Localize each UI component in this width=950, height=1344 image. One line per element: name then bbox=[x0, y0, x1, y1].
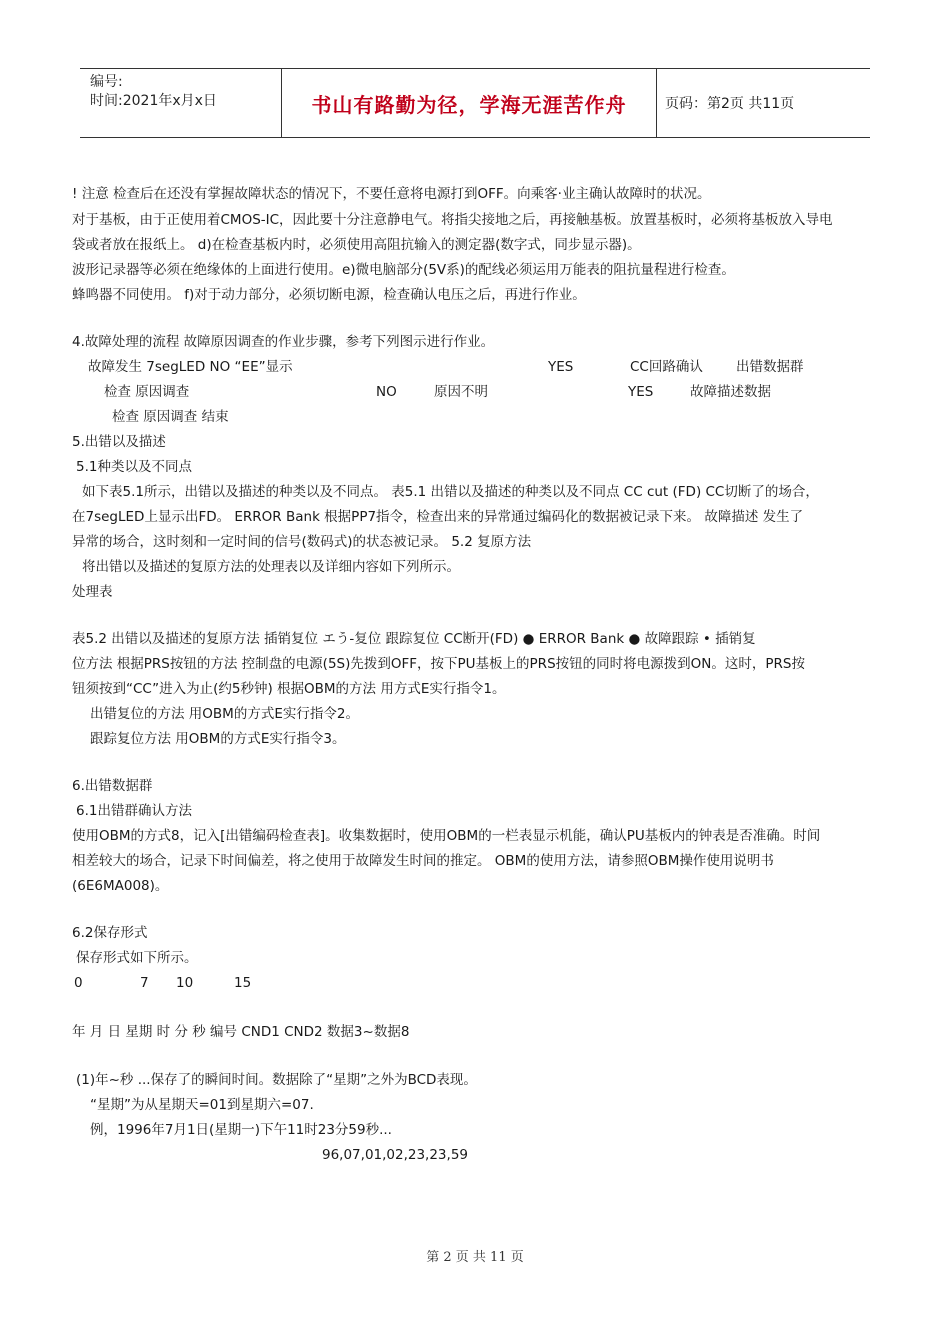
flow-node: 原因不明 bbox=[434, 384, 488, 400]
bit-offset: 0 bbox=[74, 975, 83, 991]
motto-cell bbox=[281, 69, 657, 137]
text-line: 异常的场合，这时刻和一定时间的信号(数码式)的状态被记录。 5.2 复原方法 bbox=[72, 534, 532, 550]
motto: 书山有路勤为径，学海无涯苦作舟 bbox=[311, 92, 627, 117]
bit-offset: 7 bbox=[140, 975, 149, 991]
section-heading: 6.出错数据群 bbox=[72, 778, 153, 794]
page-number-info: 页码：第2页 共11页 bbox=[665, 96, 795, 112]
text-line: 将出错以及描述的复原方法的处理表以及详细内容如下列所示。 bbox=[82, 559, 460, 575]
section-heading: 4.故障处理的流程 故障原因调查的作业步骤，参考下列图示进行作业。 bbox=[72, 334, 495, 350]
header-info bbox=[90, 73, 217, 111]
flow-row: 故障发生 7segLED NO “EE”显示 bbox=[88, 359, 293, 375]
text-line: 如下表5.1所示，出错以及描述的种类以及不同点。 表5.1 出错以及描述的种类以及不同点 CC cut (FD) CC切断了的场合， bbox=[82, 484, 819, 500]
text-line: 处理表 bbox=[72, 584, 113, 600]
text-line: 相差较大的场合，记录下时间偏差，将之使用于故障发生时间的推定。 OBM的使用方法，请参照OBM操作使用说明书 bbox=[72, 853, 774, 869]
text-line: 对于基板，由于正使用着CMOS-IC，因此要十分注意静电气。将指尖接地之后，再接触基板。放置基板时，必须将基板放入导电 bbox=[72, 212, 833, 228]
example-value: 96,07,01,02,23,23,59 bbox=[322, 1147, 468, 1163]
flow-node: 故障描述数据 bbox=[690, 384, 771, 400]
text-line: 钮须按到“CC”进入为止(约5秒钟) 根据OBM的方法 用方式E实行指令1。 bbox=[72, 681, 506, 697]
text-line: (1)年~秒 ...保存了的瞬间时间。数据除了“星期”之外为BCD表现。 bbox=[76, 1072, 477, 1088]
text-line: 在7segLED上显示出FD。 ERROR Bank 根据PP7指令，检查出来的异常通过编码化的数据被记录下来。 故障描述 发生了 bbox=[72, 509, 804, 525]
date-label: 时间:2021年x月x日 bbox=[90, 93, 217, 109]
text-line: “星期”为从星期天=01到星期六=07. bbox=[90, 1097, 314, 1113]
text-line: ! 注意 检查后在还没有掌握故障状态的情况下，不要任意将电源打到OFF。向乘客·业主确认故障时的状况。 bbox=[72, 186, 711, 202]
text-line: 位方法 根据PRS按钮的方法 控制盘的电源(5S)先拨到OFF，按下PU基板上的PRS按钮的同时将电源拨到ON。这时，PRS按 bbox=[72, 656, 805, 672]
number-label: 编号: bbox=[90, 74, 123, 90]
text-line: 使用OBM的方式8，记入[出错编码检查表]。收集数据时，使用OBM的一栏表显示机能，确认PU基板内的钟表是否准确。时间 bbox=[72, 828, 821, 844]
flow-node: YES bbox=[628, 384, 654, 400]
text-line: 例，1996年7月1日(星期一)下午11时23分59秒... bbox=[90, 1122, 392, 1138]
subsection-heading: 5.1种类以及不同点 bbox=[76, 459, 192, 475]
subsection-heading: 6.2保存形式 bbox=[72, 925, 148, 941]
text-line: 出错复位的方法 用OBM的方式E实行指令2。 bbox=[90, 706, 359, 722]
bit-offset: 10 bbox=[176, 975, 194, 991]
field-layout: 年 月 日 星期 时 分 秒 编号 CND1 CND2 数据3~数据8 bbox=[72, 1024, 410, 1040]
text-line: 袋或者放在报纸上。 d)在检查基板内时，必须使用高阻抗输入的测定器(数字式，同步显示器)。 bbox=[72, 237, 641, 253]
text-line: (6E6MA008)。 bbox=[72, 878, 169, 894]
text-line: 表5.2 出错以及描述的复原方法 插销复位 エう-复位 跟踪复位 CC断开(FD) ● ERROR Bank ● 故障跟踪 • 插销复 bbox=[72, 631, 756, 647]
flow-row: 检查 原因调查 bbox=[104, 384, 190, 400]
flow-node: 出错数据群 bbox=[736, 359, 804, 375]
flow-row: 检查 原因调查 结束 bbox=[112, 409, 229, 425]
page-footer: 第 2 页 共 11 页 bbox=[426, 1250, 524, 1265]
subsection-heading: 6.1出错群确认方法 bbox=[76, 803, 192, 819]
section-heading: 5.出错以及描述 bbox=[72, 434, 166, 450]
flow-node: NO bbox=[376, 384, 397, 400]
text-line: 蜂鸣器不同使用。 f)对于动力部分，必须切断电源，检查确认电压之后，再进行作业。 bbox=[72, 287, 586, 303]
flow-node: YES bbox=[548, 359, 574, 375]
text-line: 波形记录器等必须在绝缘体的上面进行使用。e)微电脑部分(5V系)的配线必须运用万能表的阻抗量程进行检查。 bbox=[72, 262, 735, 278]
text-line: 保存形式如下所示。 bbox=[76, 950, 198, 966]
flow-node: CC回路确认 bbox=[630, 359, 703, 375]
bit-offset: 15 bbox=[234, 975, 252, 991]
text-line: 跟踪复位方法 用OBM的方式E实行指令3。 bbox=[90, 731, 346, 747]
page-header bbox=[80, 68, 870, 138]
